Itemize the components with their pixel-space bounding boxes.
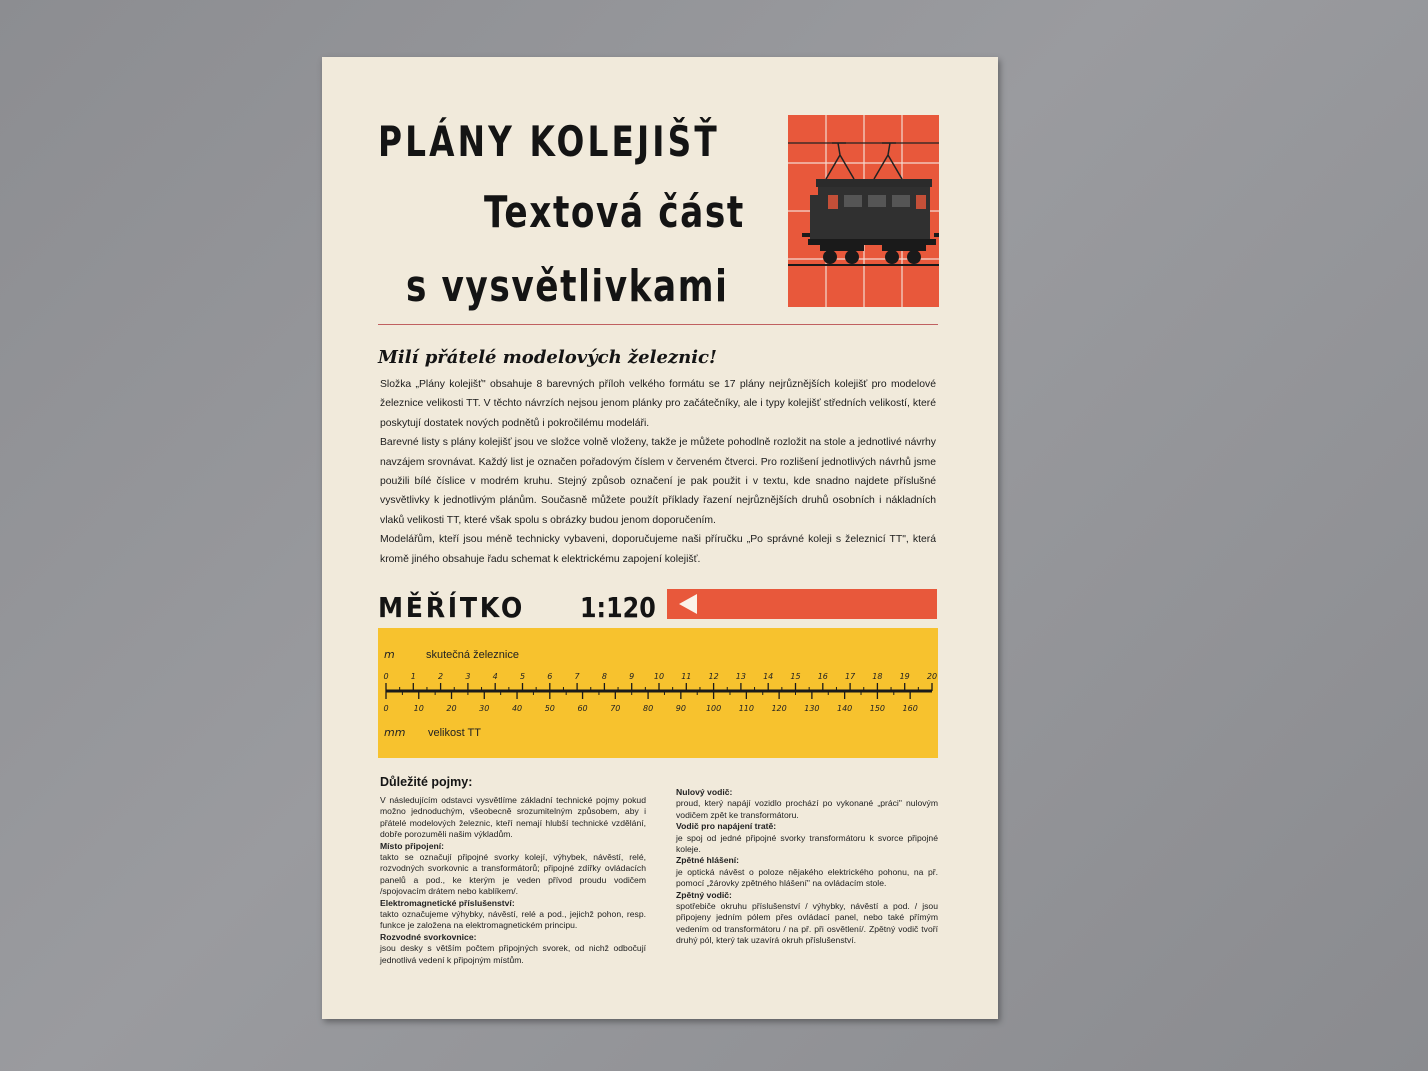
- glossary-term-definition: jsou desky s větším počtem připojných svorek, od nichž odbočují jednotlivá vedení k připojným místům.: [380, 943, 646, 965]
- bottom-tick-label: 20: [446, 704, 457, 713]
- top-tick-label: 12: [708, 672, 719, 681]
- glossary-term-title: Rozvodné svorkovnice:: [380, 931, 477, 942]
- bottom-tick-label: 150: [869, 704, 886, 713]
- bottom-tick-label: 100: [705, 704, 722, 713]
- glossary-right-column: [676, 787, 938, 947]
- scale-arrow-bar: [667, 589, 937, 619]
- document-page: [322, 57, 998, 1019]
- glossary-term-title: Elektromagnetické příslušenství:: [380, 897, 515, 908]
- glossary-term: [676, 890, 938, 947]
- intro-text: [380, 375, 936, 569]
- glossary-term: [380, 898, 646, 932]
- glossary-term-definition: je optická návěst o poloze nějakého elektrického pohonu, na př. pomocí „žárovky zpětného hlášení" na ovládacím stole.: [676, 866, 938, 889]
- scale-ruler-panel: [378, 628, 938, 758]
- bottom-tick-label: 70: [610, 704, 621, 713]
- top-tick-label: 6: [547, 672, 553, 681]
- glossary-term-title: Zpětné hlášení:: [676, 855, 740, 866]
- glossary-term-title: Vodič pro napájení tratě:: [676, 821, 777, 832]
- scale-ruler: [378, 628, 938, 758]
- top-tick-label: 16: [817, 672, 828, 681]
- top-tick-label: 15: [790, 672, 801, 681]
- glossary-left-column: [380, 795, 646, 966]
- top-tick-label: 5: [519, 672, 526, 681]
- bottom-tick-label: 30: [479, 704, 490, 713]
- top-tick-label: 2: [438, 672, 444, 681]
- glossary-term-definition: spotřebiče okruhu příslušenství / výhybky, návěstí a pod. / jsou připojeny jedním pólem přes ovládací panel, nebo také přímým vedením od transformátoru / na př. při osvětlení/. Zpětný vodič tvoří druhý pól, který tak uzavírá okruh příslušenství.: [676, 901, 938, 946]
- top-tick-label: 1: [410, 672, 416, 681]
- greeting-heading: Milí přátelé modelových železnic!: [378, 347, 717, 368]
- glossary-term: [676, 821, 938, 855]
- intro-paragraph: Složka „Plány kolejišť" obsahuje 8 barevných příloh velkého formátu se 17 plány nejrůznějších kolejišť pro modelové železnice velikosti TT. V těchto návrzích nejsou jenom plánky pro začátečníky, ale i typy kolejišť středních velikostí, které poskytují dostatek nových podnětů i pokročilému modeláři.: [380, 379, 936, 429]
- bottom-tick-label: 40: [511, 704, 523, 713]
- top-tick-label: 9: [629, 672, 635, 681]
- scale-heading: MĚŘÍTKO: [378, 591, 525, 624]
- glossary-term: [380, 841, 646, 898]
- glossary-term-definition: je spoj od jedné připojné svorky transformátoru k svorce připojné koleje.: [676, 832, 938, 855]
- top-tick-label: 8: [601, 672, 607, 681]
- glossary-intro: V následujícím odstavci vysvětlíme základní technické pojmy pokud možno jednoduchým, všeobecně srozumitelným způsobem, aby i přátelé modelových železnic, kteří nemají hlubší technické vzdělání, dobře porozuměli našim výkladům.: [380, 795, 646, 840]
- intro-paragraph: Barevné listy s plány kolejišť jsou ve složce volně vloženy, takže je můžete pohodlně rozložit na stole a jednotlivé návrhy navzájem srovnávat. Každý list je označen pořadovým číslem v červeném čtverci. Pro rozlišení jednotlivých návrhů jsme použili bílé číslice v modrém kruhu. Stejný způsob označení je pak použit i v textu, kde snadno najdete příslušné vysvětlivky k jednotlivým plánům. Současně můžete použít příklady řazení nejrůznějších druhů osobních i nákladních vlaků velikosti TT, které však spolu s obrázky budou jenom doporučením.: [380, 437, 936, 526]
- glossary-term-title: Zpětný vodič:: [676, 889, 732, 900]
- top-tick-label: 11: [681, 672, 692, 681]
- bottom-tick-label: 160: [902, 704, 918, 713]
- bottom-tick-label: 120: [771, 704, 787, 713]
- bottom-caption: velikost TT: [428, 727, 481, 739]
- scale-ratio: 1:120: [580, 591, 656, 624]
- top-tick-label: 4: [492, 672, 498, 681]
- locomotive-illustration: [788, 115, 939, 307]
- top-tick-label: 10: [653, 672, 665, 681]
- bottom-tick-label: 90: [675, 704, 686, 713]
- bottom-tick-label: 130: [804, 704, 820, 713]
- top-tick-label: 0: [383, 672, 389, 681]
- top-unit-label: m: [384, 648, 395, 661]
- top-tick-label: 20: [926, 672, 938, 681]
- glossary-term-title: Nulový vodič:: [676, 787, 733, 797]
- glossary-term: [380, 932, 646, 966]
- glossary-term-title: Místo připojení:: [380, 840, 444, 851]
- top-caption: skutečná železnice: [426, 649, 519, 661]
- glossary-heading: Důležité pojmy:: [380, 775, 473, 789]
- bottom-tick-label: 140: [836, 704, 853, 713]
- bottom-tick-label: 50: [544, 704, 555, 713]
- top-tick-label: 7: [574, 672, 580, 681]
- title-line-3: s vysvětlivkami: [406, 261, 729, 312]
- bottom-tick-label: 110: [738, 704, 755, 713]
- top-tick-label: 14: [763, 672, 774, 681]
- glossary-term: [676, 855, 938, 889]
- title-line-2: Textová část: [484, 187, 745, 238]
- bottom-tick-label: 80: [642, 704, 654, 713]
- glossary-term: [676, 787, 938, 821]
- bottom-unit-label: mm: [384, 726, 406, 739]
- top-tick-label: 18: [872, 672, 883, 681]
- glossary-term-definition: takto se označují připojné svorky kolejí, výhybek, návěstí, relé, rozvodných svorkovnic a transformátorů; připojné zdířky ovládacích panelů a pod., ke kterým je veden přívod proudu vodičem /spojovacím drátem nebo kablíkem/.: [380, 852, 646, 897]
- locomotive-icon: [788, 115, 939, 307]
- intro-paragraph: Modelářům, kteří jsou méně technicky vybaveni, doporučujeme naši příručku „Po správné koleji s železnicí TT", která kromě jiného obsahuje řadu schemat k elektrickému zapojení kolejišť.: [380, 534, 936, 565]
- top-tick-label: 19: [899, 672, 910, 681]
- glossary-term-definition: proud, který napájí vozidlo prochází po vykonané „práci" nulovým vodičem zpět ke transformátoru.: [676, 798, 938, 820]
- glossary-term-definition: takto označujeme výhybky, návěstí, relé a pod., jejichž pohon, resp. funkce je založena na elektromagnetickém principu.: [380, 909, 646, 931]
- title-divider: [378, 324, 938, 325]
- top-tick-label: 13: [735, 672, 746, 681]
- top-tick-label: 3: [465, 672, 471, 681]
- triangle-left-icon: [667, 589, 937, 619]
- bottom-tick-label: 60: [577, 704, 588, 713]
- title-line-1: PLÁNY KOLEJIŠŤ: [378, 117, 720, 166]
- bottom-tick-label: 10: [413, 704, 424, 713]
- top-tick-label: 17: [845, 672, 856, 681]
- bottom-tick-label: 0: [383, 704, 389, 713]
